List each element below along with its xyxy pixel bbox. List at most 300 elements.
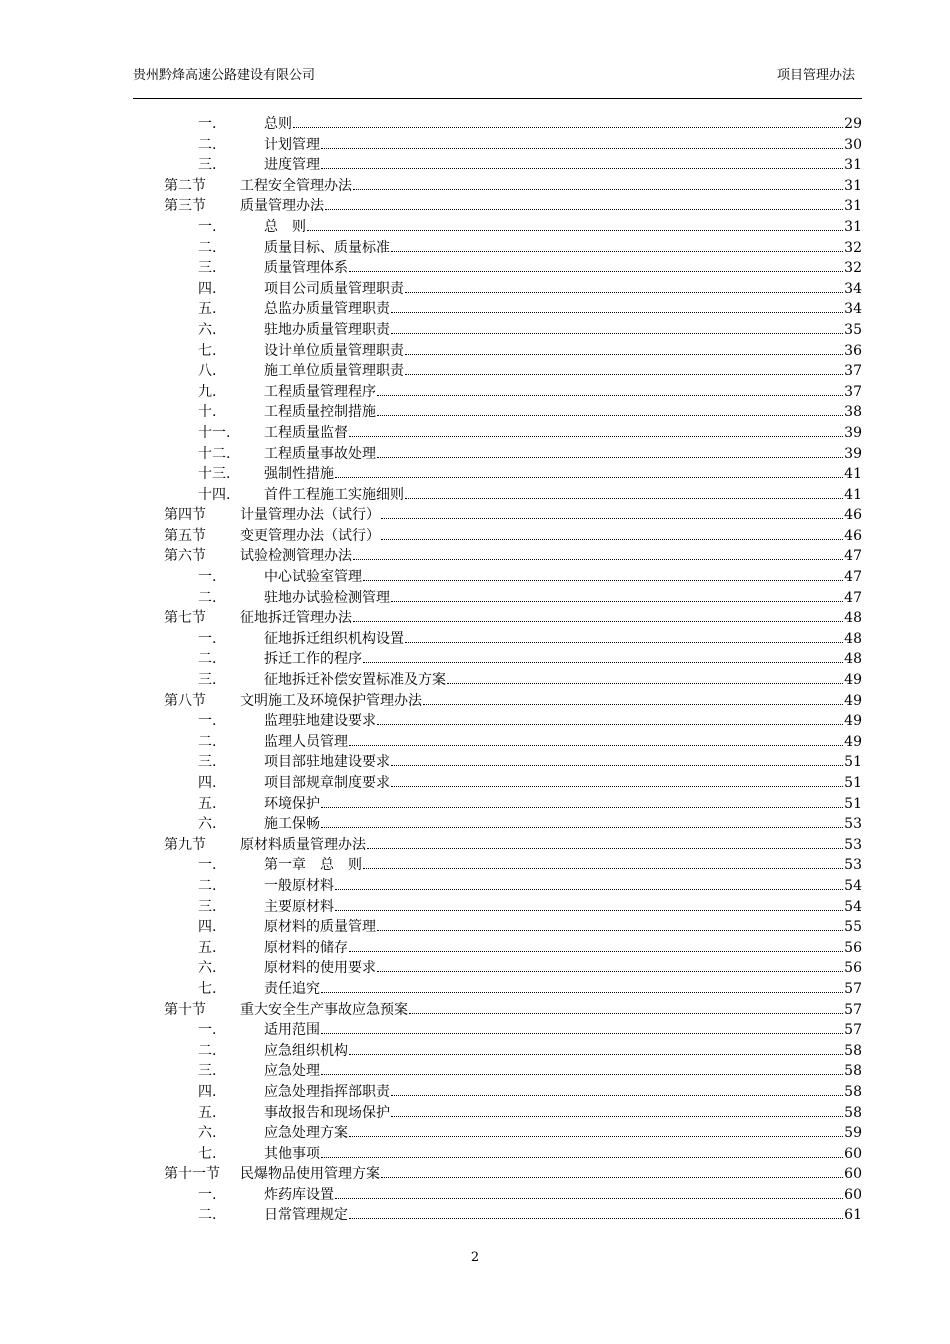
toc-entry-line [240, 1164, 862, 1185]
toc-entry-page: 49 [844, 672, 862, 689]
toc-entry-line [240, 691, 862, 712]
toc-section-entry[interactable] [0, 526, 950, 547]
toc-entry-number: 第九节 [164, 836, 206, 853]
toc-dot-leader [321, 992, 843, 993]
toc-dot-leader [349, 1054, 843, 1055]
toc-dot-leader [391, 601, 843, 602]
toc-entry-title: 工程质量管理程序 [264, 383, 376, 400]
toc-entry-page: 48 [844, 610, 862, 627]
toc-entry-number: 四. [198, 1083, 217, 1100]
toc-entry-line [240, 608, 862, 629]
toc-entry-title: 设计单位质量管理职责 [264, 342, 404, 359]
toc-entry-title: 工程质量控制措施 [264, 404, 376, 421]
toc-entry-page: 39 [844, 445, 862, 462]
toc-subsection-entry[interactable] [0, 814, 950, 835]
toc-entry-line [264, 649, 862, 670]
toc-entry-number: 二. [198, 136, 217, 153]
toc-entry-line [264, 794, 862, 815]
toc-entry-page: 31 [844, 157, 862, 174]
toc-subsection-entry[interactable] [0, 958, 950, 979]
toc-entry-page: 37 [844, 383, 862, 400]
toc-dot-leader [353, 621, 843, 622]
toc-entry-page: 60 [844, 1186, 862, 1203]
toc-entry-number: 一. [198, 857, 217, 874]
toc-entry-number: 二. [198, 589, 217, 606]
toc-entry-title: 原材料的使用要求 [264, 960, 376, 977]
toc-subsection-entry[interactable] [0, 752, 950, 773]
toc-entry-title: 质量管理体系 [264, 260, 348, 277]
toc-dot-leader [377, 395, 843, 396]
toc-dot-leader [363, 580, 843, 581]
toc-entry-line [240, 1000, 862, 1021]
toc-entry-title: 应急处理 [264, 1063, 320, 1080]
toc-entry-line [240, 835, 862, 856]
toc-entry-title: 工程安全管理办法 [240, 177, 352, 194]
toc-entry-number: 三. [198, 157, 217, 174]
toc-entry-page: 60 [844, 1166, 862, 1183]
toc-entry-number: 四. [198, 280, 217, 297]
toc-dot-leader [423, 704, 843, 705]
toc-subsection-entry[interactable] [0, 629, 950, 650]
toc-entry-page: 55 [844, 919, 862, 936]
toc-entry-number: 第八节 [164, 692, 206, 709]
toc-entry-title: 事故报告和现场保护 [264, 1104, 390, 1121]
toc-dot-leader [335, 889, 843, 890]
toc-dot-leader [349, 271, 843, 272]
toc-dot-leader [321, 1157, 843, 1158]
toc-dot-leader [363, 662, 843, 663]
toc-entry-page: 48 [844, 630, 862, 647]
toc-entry-page: 54 [844, 877, 862, 894]
toc-dot-leader [377, 457, 843, 458]
toc-subsection-entry[interactable] [0, 258, 950, 279]
toc-subsection-entry[interactable] [0, 402, 950, 423]
toc-entry-number: 一. [198, 630, 217, 647]
toc-subsection-entry[interactable] [0, 567, 950, 588]
toc-dot-leader [391, 786, 843, 787]
toc-entry-page: 31 [844, 177, 862, 194]
toc-subsection-entry[interactable] [0, 279, 950, 300]
toc-subsection-entry[interactable] [0, 1205, 950, 1226]
toc-entry-page: 58 [844, 1042, 862, 1059]
toc-entry-line [240, 526, 862, 547]
toc-entry-line [264, 938, 862, 959]
toc-entry-line [264, 485, 862, 506]
toc-dot-leader [367, 848, 843, 849]
toc-dot-leader [405, 498, 843, 499]
toc-subsection-entry[interactable] [0, 855, 950, 876]
toc-dot-leader [405, 292, 843, 293]
toc-section-entry[interactable] [0, 835, 950, 856]
toc-entry-number: 三. [198, 898, 217, 915]
toc-entry-title: 计划管理 [264, 136, 320, 153]
toc-entry-page: 51 [844, 775, 862, 791]
toc-entry-line [264, 258, 862, 279]
toc-entry-line [264, 1020, 862, 1041]
toc-entry-title: 原材料质量管理办法 [240, 836, 366, 853]
toc-entry-line [264, 1082, 862, 1103]
toc-subsection-entry[interactable] [0, 588, 950, 609]
toc-entry-page: 60 [844, 1145, 862, 1162]
toc-subsection-entry[interactable] [0, 114, 950, 135]
toc-section-entry[interactable] [0, 608, 950, 629]
toc-entry-number: 四. [198, 775, 217, 791]
toc-dot-leader [447, 683, 843, 684]
toc-dot-leader [321, 1033, 843, 1034]
toc-entry-title: 其他事项 [264, 1145, 320, 1162]
toc-entry-number: 第十节 [164, 1001, 206, 1018]
toc-entry-number: 第十一节 [164, 1166, 220, 1183]
toc-dot-leader [293, 127, 843, 128]
toc-subsection-entry[interactable] [0, 1185, 950, 1206]
toc-entry-line [264, 897, 862, 918]
toc-entry-title: 征地拆迁补偿安置标准及方案 [264, 672, 446, 689]
toc-subsection-entry[interactable] [0, 876, 950, 897]
toc-entry-title: 民爆物品使用管理方案 [240, 1166, 380, 1183]
toc-entry-title: 质量目标、质量标准 [264, 239, 390, 256]
toc-entry-title: 责任追究 [264, 980, 320, 997]
toc-entry-page: 49 [844, 733, 862, 750]
toc-entry-page: 56 [844, 939, 862, 956]
toc-entry-line [264, 402, 862, 423]
toc-subsection-entry[interactable] [0, 423, 950, 444]
toc-entry-number: 一. [198, 218, 217, 235]
toc-dot-leader [381, 539, 843, 540]
header-doc-title: 项目管理办法 [776, 68, 855, 83]
toc-dot-leader [321, 827, 843, 828]
toc-entry-page: 35 [844, 321, 862, 338]
toc-entry-line [264, 423, 862, 444]
toc-entry-number: 十四. [198, 486, 231, 503]
toc-entry-title: 驻地办质量管理职责 [264, 321, 390, 338]
toc-entry-page: 53 [844, 816, 862, 833]
toc-entry-line [264, 752, 862, 773]
toc-entry-title: 首件工程施工实施细则 [264, 486, 404, 503]
toc-entry-number: 十三. [198, 466, 231, 483]
toc-entry-number: 三. [198, 754, 217, 771]
toc-dot-leader [363, 868, 843, 869]
toc-entry-title: 进度管理 [264, 157, 320, 174]
toc-entry-number: 七. [198, 980, 217, 997]
toc-subsection-entry[interactable] [0, 444, 950, 465]
toc-dot-leader [349, 1218, 843, 1219]
toc-entry-number: 一. [198, 569, 217, 586]
toc-dot-leader [335, 477, 843, 478]
toc-entry-title: 驻地办试验检测管理 [264, 589, 390, 606]
toc-entry-title: 适用范围 [264, 1022, 320, 1039]
toc-subsection-entry[interactable] [0, 382, 950, 403]
toc-entry-page: 46 [844, 507, 862, 524]
toc-entry-number: 五. [198, 795, 217, 812]
toc-entry-line [264, 464, 862, 485]
toc-entry-line [264, 588, 862, 609]
toc-section-entry[interactable] [0, 196, 950, 217]
toc-subsection-entry[interactable] [0, 1123, 950, 1144]
toc-subsection-entry[interactable] [0, 1041, 950, 1062]
toc-entry-number: 五. [198, 301, 217, 318]
toc-entry-page: 51 [844, 795, 862, 812]
page-header [133, 66, 855, 86]
toc-entry-page: 57 [844, 1001, 862, 1018]
toc-entry-line [240, 546, 862, 567]
toc-entry-line [264, 361, 862, 382]
toc-entry-number: 第四节 [164, 507, 206, 524]
toc-dot-leader [353, 189, 843, 190]
toc-section-entry[interactable] [0, 505, 950, 526]
toc-entry-title: 中心试验室管理 [264, 569, 362, 586]
toc-entry-number: 一. [198, 1022, 217, 1039]
toc-entry-title: 项目公司质量管理职责 [264, 280, 404, 297]
toc-entry-line [264, 670, 862, 691]
toc-entry-page: 39 [844, 424, 862, 441]
toc-entry-title: 项目部规章制度要求 [264, 775, 390, 791]
toc-entry-page: 36 [844, 342, 862, 359]
toc-dot-leader [325, 209, 843, 210]
toc-entry-line [264, 320, 862, 341]
toc-entry-title: 施工单位质量管理职责 [264, 363, 404, 380]
toc-entry-page: 53 [844, 857, 862, 874]
toc-entry-page: 32 [844, 239, 862, 256]
toc-entry-number: 第二节 [164, 177, 206, 194]
toc-entry-title: 应急处理指挥部职责 [264, 1083, 390, 1100]
toc-entry-page: 41 [844, 486, 862, 503]
toc-entry-title: 应急处理方案 [264, 1125, 348, 1142]
toc-entry-page: 34 [844, 280, 862, 297]
toc-subsection-entry[interactable] [0, 155, 950, 176]
toc-entry-title: 一般原材料 [264, 877, 334, 894]
toc-entry-title: 重大安全生产事故应急预案 [240, 1001, 408, 1018]
toc-entry-line [264, 444, 862, 465]
toc-entry-number: 八. [198, 363, 217, 380]
header-company: 贵州黔烽高速公路建设有限公司 [133, 68, 316, 83]
toc-entry-line [264, 979, 862, 1000]
toc-entry-line [240, 176, 862, 197]
toc-entry-title: 应急组织机构 [264, 1042, 348, 1059]
toc-entry-line [264, 1185, 862, 1206]
toc-entry-line [264, 114, 862, 135]
toc-dot-leader [349, 951, 843, 952]
toc-entry-title: 第一章 总 则 [264, 857, 362, 874]
toc-subsection-entry[interactable] [0, 773, 950, 794]
toc-entry-title: 环境保护 [264, 795, 320, 812]
toc-entry-line [240, 196, 862, 217]
toc-entry-number: 六. [198, 960, 217, 977]
toc-subsection-entry[interactable] [0, 897, 950, 918]
toc-entry-number: 三. [198, 672, 217, 689]
toc-entry-title: 总监办质量管理职责 [264, 301, 390, 318]
toc-dot-leader [391, 312, 843, 313]
toc-entry-title: 工程质量事故处理 [264, 445, 376, 462]
toc-entry-number: 三. [198, 1063, 217, 1080]
toc-entry-number: 十一. [198, 424, 231, 441]
toc-entry-page: 49 [844, 713, 862, 730]
toc-entry-page: 37 [844, 363, 862, 380]
toc-entry-number: 九. [198, 383, 217, 400]
toc-entry-title: 原材料的储存 [264, 939, 348, 956]
toc-entry-page: 48 [844, 651, 862, 668]
toc-dot-leader [349, 745, 843, 746]
toc-subsection-entry[interactable] [0, 217, 950, 238]
toc-entry-line [264, 567, 862, 588]
toc-dot-leader [391, 251, 843, 252]
toc-subsection-entry[interactable] [0, 917, 950, 938]
toc-dot-leader [377, 930, 843, 931]
toc-entry-title: 施工保畅 [264, 816, 320, 833]
toc-subsection-entry[interactable] [0, 361, 950, 382]
toc-entry-line [264, 341, 862, 362]
toc-dot-leader [377, 415, 843, 416]
toc-entry-number: 第五节 [164, 527, 206, 544]
toc-entry-number: 二. [198, 1042, 217, 1059]
toc-dot-leader [321, 1074, 843, 1075]
table-of-contents [0, 114, 950, 1226]
toc-entry-number: 五. [198, 1104, 217, 1121]
toc-entry-line [240, 505, 862, 526]
toc-entry-number: 第六节 [164, 548, 206, 565]
toc-entry-line [264, 1144, 862, 1165]
toc-dot-leader [321, 148, 843, 149]
toc-entry-title: 计量管理办法（试行） [240, 507, 380, 524]
toc-subsection-entry[interactable] [0, 670, 950, 691]
toc-entry-page: 57 [844, 980, 862, 997]
toc-entry-number: 五. [198, 939, 217, 956]
toc-entry-line [264, 732, 862, 753]
toc-entry-title: 原材料的质量管理 [264, 919, 376, 936]
toc-subsection-entry[interactable] [0, 320, 950, 341]
toc-entry-page: 31 [844, 198, 862, 215]
toc-entry-title: 总 则 [264, 218, 306, 235]
toc-subsection-entry[interactable] [0, 1082, 950, 1103]
toc-entry-number: 十二. [198, 445, 231, 462]
header-rule [133, 98, 862, 99]
toc-entry-page: 58 [844, 1104, 862, 1121]
toc-entry-line [264, 917, 862, 938]
toc-entry-line [264, 876, 862, 897]
toc-dot-leader [335, 910, 843, 911]
toc-entry-number: 七. [198, 342, 217, 359]
toc-entry-number: 六. [198, 321, 217, 338]
toc-entry-title: 试验检测管理办法 [240, 548, 352, 565]
toc-subsection-entry[interactable] [0, 711, 950, 732]
toc-entry-page: 38 [844, 404, 862, 421]
toc-entry-line [264, 155, 862, 176]
toc-entry-page: 29 [844, 116, 862, 132]
toc-dot-leader [391, 1116, 843, 1117]
toc-entry-title: 日常管理规定 [264, 1207, 348, 1224]
toc-subsection-entry[interactable] [0, 649, 950, 670]
toc-entry-number: 一. [198, 116, 217, 132]
toc-entry-page: 61 [844, 1207, 862, 1224]
toc-entry-number: 一. [198, 1186, 217, 1203]
toc-dot-leader [405, 354, 843, 355]
toc-dot-leader [307, 230, 843, 231]
toc-entry-number: 三. [198, 260, 217, 277]
toc-dot-leader [405, 374, 843, 375]
toc-entry-page: 47 [844, 569, 862, 586]
toc-entry-title: 主要原材料 [264, 898, 334, 915]
toc-section-entry[interactable] [0, 1000, 950, 1021]
toc-entry-title: 项目部驻地建设要求 [264, 754, 390, 771]
toc-entry-number: 六. [198, 1125, 217, 1142]
toc-section-entry[interactable] [0, 546, 950, 567]
toc-entry-title: 征地拆迁组织机构设置 [264, 630, 404, 647]
toc-entry-line [264, 217, 862, 238]
toc-dot-leader [381, 518, 843, 519]
toc-entry-line [264, 629, 862, 650]
toc-entry-page: 51 [844, 754, 862, 771]
toc-entry-title: 强制性措施 [264, 466, 334, 483]
toc-entry-page: 31 [844, 218, 862, 235]
toc-dot-leader [321, 168, 843, 169]
toc-entry-line [264, 855, 862, 876]
toc-entry-line [264, 711, 862, 732]
toc-subsection-entry[interactable] [0, 1144, 950, 1165]
toc-entry-page: 34 [844, 301, 862, 318]
toc-entry-number: 十. [198, 404, 217, 421]
toc-subsection-entry[interactable] [0, 1061, 950, 1082]
toc-subsection-entry[interactable] [0, 979, 950, 1000]
toc-section-entry[interactable] [0, 1164, 950, 1185]
toc-entry-line [264, 279, 862, 300]
toc-entry-page: 54 [844, 898, 862, 915]
toc-entry-line [264, 1123, 862, 1144]
toc-entry-title: 工程质量监督 [264, 424, 348, 441]
toc-subsection-entry[interactable] [0, 938, 950, 959]
toc-entry-title: 质量管理办法 [240, 198, 324, 215]
toc-entry-page: 59 [844, 1125, 862, 1142]
toc-entry-line [264, 299, 862, 320]
toc-subsection-entry[interactable] [0, 135, 950, 156]
toc-entry-title: 监理人员管理 [264, 733, 348, 750]
toc-entry-title: 文明施工及环境保护管理办法 [240, 692, 422, 709]
toc-subsection-entry[interactable] [0, 299, 950, 320]
toc-entry-page: 41 [844, 466, 862, 483]
toc-entry-page: 46 [844, 527, 862, 544]
toc-subsection-entry[interactable] [0, 341, 950, 362]
toc-entry-line [264, 958, 862, 979]
toc-subsection-entry[interactable] [0, 1020, 950, 1041]
toc-entry-number: 第七节 [164, 610, 206, 627]
toc-entry-title: 拆迁工作的程序 [264, 651, 362, 668]
toc-subsection-entry[interactable] [0, 485, 950, 506]
toc-entry-number: 二. [198, 877, 217, 894]
toc-dot-leader [335, 1198, 843, 1199]
toc-subsection-entry[interactable] [0, 732, 950, 753]
toc-entry-number: 二. [198, 651, 217, 668]
toc-entry-line [264, 814, 862, 835]
toc-dot-leader [349, 1136, 843, 1137]
toc-dot-leader [409, 1013, 843, 1014]
toc-subsection-entry[interactable] [0, 464, 950, 485]
toc-section-entry[interactable] [0, 691, 950, 712]
toc-entry-number: 一. [198, 713, 217, 730]
toc-dot-leader [381, 1177, 843, 1178]
toc-entry-page: 30 [844, 136, 862, 153]
toc-dot-leader [391, 765, 843, 766]
toc-entry-page: 47 [844, 548, 862, 565]
toc-entry-page: 58 [844, 1083, 862, 1100]
toc-subsection-entry[interactable] [0, 1103, 950, 1124]
toc-entry-page: 49 [844, 692, 862, 709]
toc-entry-line [264, 238, 862, 259]
toc-entry-line [264, 1103, 862, 1124]
toc-entry-line [264, 1041, 862, 1062]
toc-subsection-entry[interactable] [0, 794, 950, 815]
toc-entry-page: 53 [844, 836, 862, 853]
toc-subsection-entry[interactable] [0, 238, 950, 259]
toc-dot-leader [321, 807, 843, 808]
toc-section-entry[interactable] [0, 176, 950, 197]
